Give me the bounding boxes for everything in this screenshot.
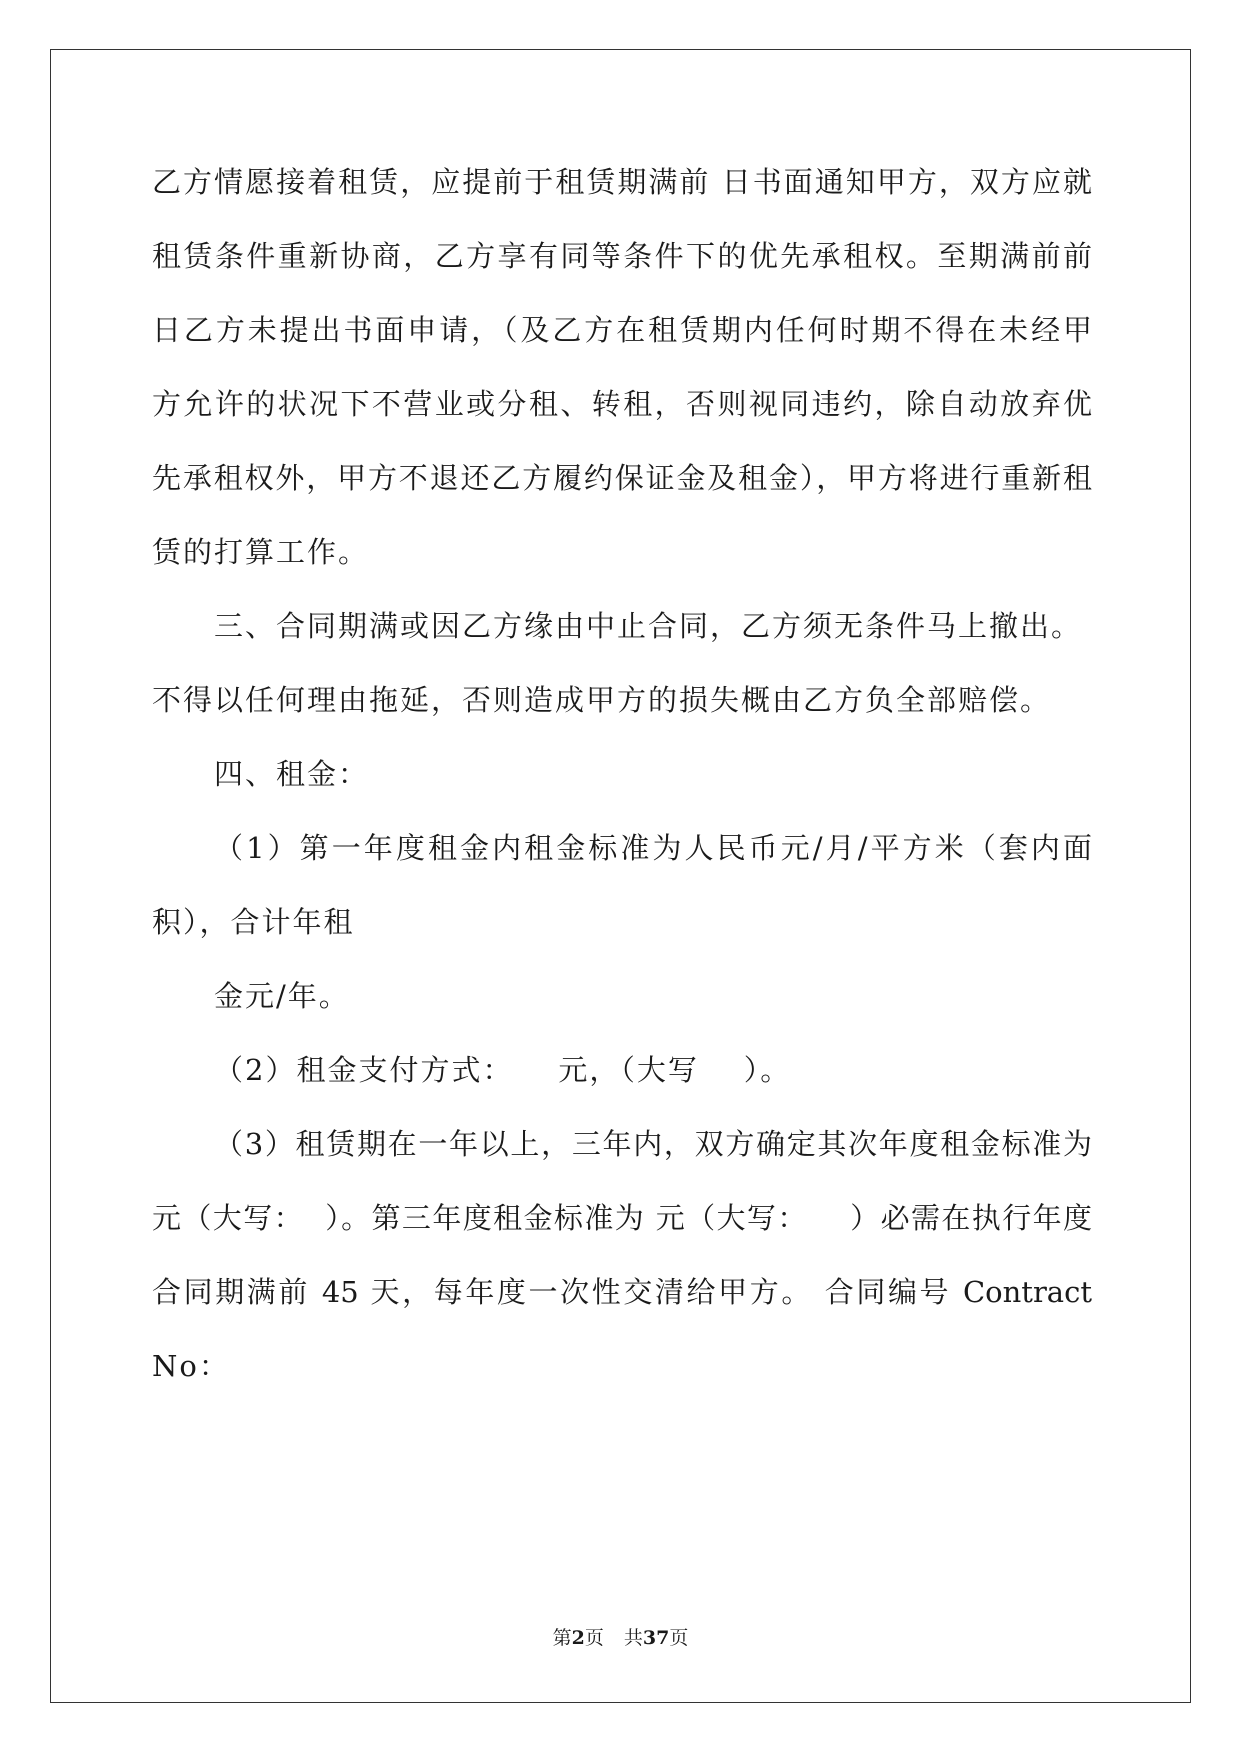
text-line: 合同期满前 45 天，每年度一次性交清给甲方。 合同编号 Contract [152,1275,1092,1309]
section-heading-rent: 四、租金： [214,757,370,791]
rent-item-1: （1）第一年度租金内租金标准为人民币元/月/平方米（套内面 [214,831,1092,865]
footer-page-suffix: 页 [584,1627,604,1649]
text-line: No： [152,1349,230,1383]
text-line: 金元/年。 [214,979,350,1013]
footer-total-suffix: 页 [669,1627,689,1649]
footer-total-prefix: 共 [623,1627,643,1649]
total-pages: 37 [642,1627,670,1649]
text-line: 乙方情愿接着租赁，应提前于租赁期满前 日书面通知甲方，双方应就 [152,165,1092,199]
text-line: 先承租权外，甲方不退还乙方履约保证金及租金），甲方将进行重新租 [152,461,1092,495]
text-line: 方允许的状况下不营业或分租、转租，否则视同违约，除自动放弃优 [152,387,1092,421]
text-line: 不得以任何理由拖延，否则造成甲方的损失概由乙方负全部赔偿。 [152,683,1052,717]
page-border [50,49,1191,1703]
rent-item-3: （3）租赁期在一年以上，三年内，双方确定其次年度租金标准为 [214,1127,1092,1161]
paragraph-clause-3: 三、合同期满或因乙方缘由中止合同，乙方须无条件马上撤出。 [214,609,1083,643]
text-line: 租赁条件重新协商，乙方享有同等条件下的优先承租权。至期满前前 [152,239,1092,273]
text-line: 赁的打算工作。 [152,535,370,569]
text-line: 积），合计年租 [152,905,355,939]
text-line: 元（大写： ）。第三年度租金标准为 元（大写： ）必需在执行年度 [152,1201,1092,1235]
page-number: 2 [571,1627,585,1649]
text-line: 日乙方未提出书面申请，（及乙方在租赁期内任何时期不得在未经甲 [152,313,1092,347]
page-footer [0,1623,1241,1650]
footer-prefix: 第 [552,1627,572,1649]
rent-item-2: （2）租金支付方式： 元，（大写 ）。 [214,1053,792,1087]
